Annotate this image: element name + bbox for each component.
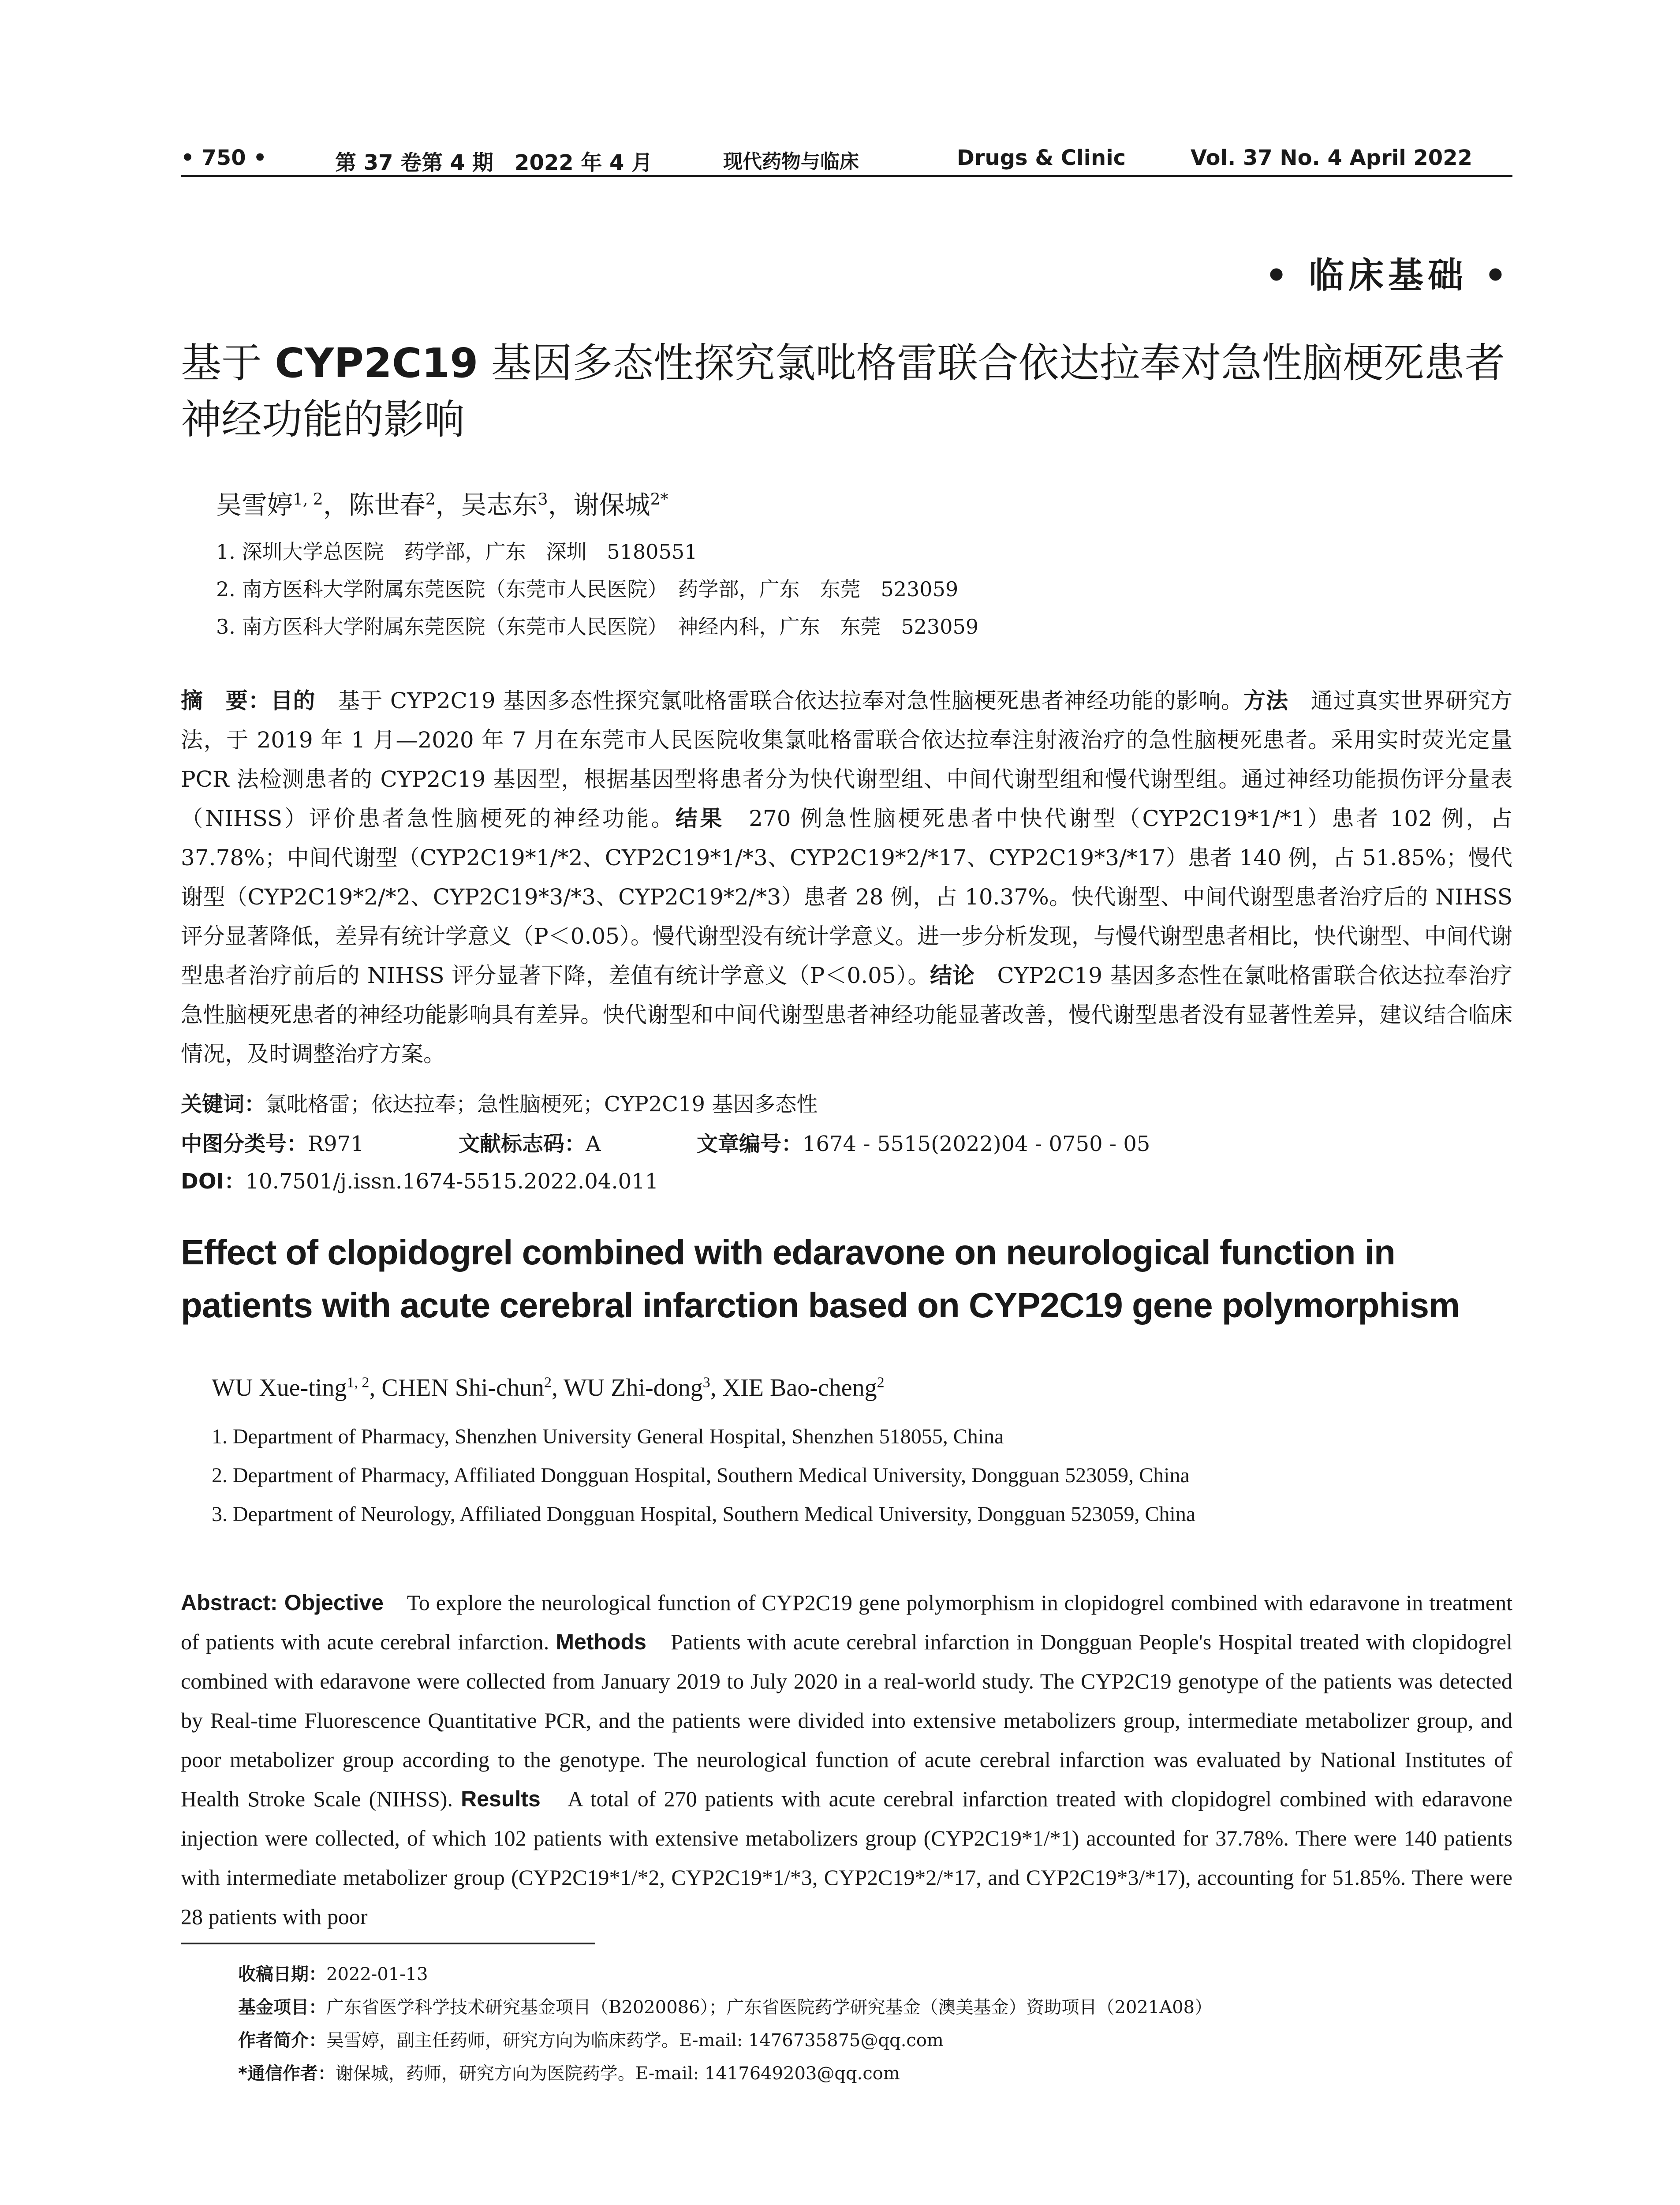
corresponding-value: 谢保城，药师，研究方向为医院药学。E-mail: 1417649203@qq.com (335, 2063, 900, 2084)
article-number-line (697, 1127, 1150, 1157)
doi-value[interactable]: 10.7501/j.issn.1674-5515.2022.04.011 (245, 1169, 659, 1194)
article-number-label: 文章编号： (697, 1132, 803, 1156)
author-affiliation-mark: 1, 2 (293, 490, 323, 509)
methods-label-en: Methods (556, 1629, 646, 1654)
affiliation-en: 1. Department of Pharmacy, Shenzhen University General Hospital, Shenzhen 518055, China (212, 1425, 1004, 1448)
doc-code-line (459, 1127, 601, 1157)
objective-label: 目的 (270, 688, 316, 714)
abstract-en-label: Abstract: Objective (181, 1590, 384, 1615)
author-name: ，谢保城 (548, 490, 650, 520)
methods-label: 方法 (1243, 688, 1288, 714)
abstract-zh (181, 681, 1512, 1074)
affiliation-en: 2. Department of Pharmacy, Affiliated Dongguan Hospital, Southern Medical University, Dongguan 523059, China (212, 1464, 1190, 1487)
authors-zh (216, 484, 668, 521)
received-label: 收稿日期： (238, 1964, 326, 1984)
author-name: , XIE Bao-cheng (710, 1374, 877, 1401)
author-affiliation-mark: 1, 2 (347, 1374, 370, 1391)
author-name: WU Xue-ting (212, 1374, 347, 1401)
author-name: 吴雪婷 (216, 490, 293, 520)
bio-label: 作者简介： (238, 2030, 326, 2051)
running-header (181, 140, 1512, 180)
objective-text: 基于 CYP2C19 基因多态性探究氯吡格雷联合依达拉奉对急性脑梗死患者神经功能的影响。 (315, 688, 1244, 714)
methods-text: 通过真实世界研究方法，于 2019 年 1 月—2020 年 7 月在东莞市人民医院收集氯吡格雷联合依达拉奉注射液治疗的急性脑梗死患者。采用实时荧光定量 PCR 法检测患者的 CYP2C19 基因型，根据基因型将患者分为快代谢型组、中间代谢型组和慢代谢型组。通过神经功能损伤评分量表（NIHSS）评价患者急性脑梗死的神经功能。 (181, 688, 1513, 831)
affiliation-zh: 3. 南方医科大学附属东莞医院（东莞市人民医院） 神经内科，广东 东莞 523059 (216, 615, 979, 639)
classification-line (181, 1127, 364, 1157)
received-value: 2022-01-13 (326, 1964, 428, 1984)
bio-value: 吴雪婷，副主任药师，研究方向为临床药学。E-mail: 1476735875@qq.com (326, 2030, 944, 2051)
author-affiliation-mark: 3 (538, 490, 548, 509)
conclusion-text: CYP2C19 基因多态性在氯吡格雷联合依达拉奉治疗急性脑梗死患者的神经功能影响具有差异。快代谢型和中间代谢型患者神经功能显著改善，慢代谢型患者没有显著性差异，建议结合临床情况，及时调整治疗方案。 (181, 963, 1512, 1067)
article-title-zh (181, 335, 1512, 448)
results-label-en: Results (461, 1786, 541, 1811)
volume-zh: 第 37 卷第 4 期 2022 年 4 月 (335, 150, 653, 175)
title-zh-prefix: 基于 (181, 340, 275, 387)
author-affiliation-mark: 2* (650, 490, 668, 509)
title-zh-gene: CYP2C19 (275, 340, 478, 387)
section-label: • 临床基础 • (1265, 254, 1511, 296)
keywords-zh (181, 1087, 818, 1117)
objective-text-en: To explore the neurological function of CYP2C19 gene polymorphism in clopidogrel combined with edaravone in treatment of patients with acute cerebral infarction. (181, 1590, 1512, 1654)
doi-line (181, 1164, 658, 1195)
clc-value: R971 (308, 1132, 364, 1156)
fund-value: 广东省医学科学技术研究基金项目（B2020086）；广东省医院药学研究基金（澳美基金）资助项目（2021A08） (326, 1997, 1213, 2018)
corresponding-label: *通信作者： (238, 2063, 336, 2084)
author-name: ，吴志东 (435, 490, 538, 520)
journal-name-en: Drugs & Clinic (957, 146, 1126, 170)
volume-en: Vol. 37 No. 4 April 2022 (1191, 146, 1472, 170)
author-affiliation-mark: 3 (702, 1374, 710, 1391)
doc-code-label: 文献标志码： (459, 1132, 586, 1156)
footnote-corresponding (238, 2059, 900, 2085)
footnote-fund (238, 1993, 1212, 2018)
results-text-en: A total of 270 patients with acute cerebral infarction treated with clopidogrel combined with edaravone injection were collected, of which 102 patients with extensive metabolizers group (CYP2C19*1/*1) accounted for 37.78%. There were 140 patients with intermediate metabolizer group (CYP2C19*1/*2, CYP2C19*1/*3, CYP2C19*2/*17, and CYP2C19*3/*17), accounting for 51.85%. There were 28 patients with poor (181, 1786, 1512, 1929)
title-zh-rest: 基因多态性探究氯吡格雷联合依达拉奉对急性脑梗死患者神经功能的影响 (181, 340, 1505, 443)
results-label: 结果 (675, 806, 724, 831)
clc-label: 中图分类号： (181, 1132, 308, 1156)
header-divider (181, 175, 1512, 177)
keywords-value: 氯吡格雷；依达拉奉；急性脑梗死；CYP2C19 基因多态性 (265, 1092, 818, 1117)
footnote-received (238, 1960, 428, 1985)
affiliation-zh: 2. 南方医科大学附属东莞医院（东莞市人民医院） 药学部，广东 东莞 523059 (216, 577, 959, 601)
authors-en (212, 1374, 885, 1402)
footnote-divider (181, 1943, 595, 1944)
abstract-en (181, 1583, 1512, 1936)
affiliation-zh: 1. 深圳大学总医院 药学部，广东 深圳 5180551 (216, 540, 698, 564)
doi-label: DOI： (181, 1169, 246, 1194)
page-number: • 750 • (181, 146, 267, 170)
doc-code-value: A (586, 1132, 601, 1156)
keywords-label: 关键词： (181, 1092, 266, 1117)
article-number-value: 1674 - 5515(2022)04 - 0750 - 05 (803, 1132, 1150, 1156)
author-name: ，陈世春 (323, 490, 426, 520)
results-text: 270 例急性脑梗死患者中快代谢型（CYP2C19*1/*1）患者 102 例，占 37.78%；中间代谢型（CYP2C19*1/*2、CYP2C19*1/*3、CYP2C19*2/*17、CYP2C19*3/*17）患者 140 例，占 51.85%；慢代谢型（CYP2C19*2/*2、CYP2C19*3/*3、CYP2C19*2/*3）患者 28 例，占 10.37%。快代谢型、中间代谢型患者治疗后的 NIHSS 评分显著降低，差异有统计学意义（P＜0.05）。慢代谢型没有统计学意义。进一步分析发现，与慢代谢型患者相比，快代谢型、中间代谢型患者治疗前后的 NIHSS 评分显著下降，差值有统计学意义（P＜0.05）。 (181, 806, 1513, 988)
author-affiliation-mark: 2 (425, 490, 436, 509)
fund-label: 基金项目： (238, 1997, 326, 2018)
methods-text-en: Patients with acute cerebral infarction in Dongguan People's Hospital treated with clopidogrel combined with edaravone were collected from January 2019 to July 2020 in a real-world study. The CYP2C19 genotype of the patients was detected by Real-time Fluorescence Quantitative PCR, and the patients were divided into extensive metabolizers group, intermediate metabolizer group, and poor metabolizer group according to the genotype. The neurological function of acute cerebral infarction was evaluated by National Institutes of Health Stroke Scale (NIHSS). (181, 1629, 1513, 1811)
author-affiliation-mark: 2 (877, 1374, 885, 1391)
author-name: , WU Zhi-dong (552, 1374, 703, 1401)
author-name: , CHEN Shi-chun (369, 1374, 545, 1401)
article-title-en: Effect of clopidogrel combined with edaravone on neurological function in patients with acute cerebral infarction based on CYP2C19 gene polymorphism (181, 1233, 1460, 1325)
author-affiliation-mark: 2 (544, 1374, 552, 1391)
affiliation-en: 3. Department of Neurology, Affiliated Dongguan Hospital, Southern Medical University, Dongguan 523059, China (212, 1502, 1196, 1526)
footnote-author-bio (238, 2026, 944, 2052)
abstract-zh-label: 摘 要： (181, 688, 271, 714)
conclusion-label: 结论 (930, 963, 975, 988)
journal-name-zh: 现代药物与临床 (723, 150, 859, 173)
